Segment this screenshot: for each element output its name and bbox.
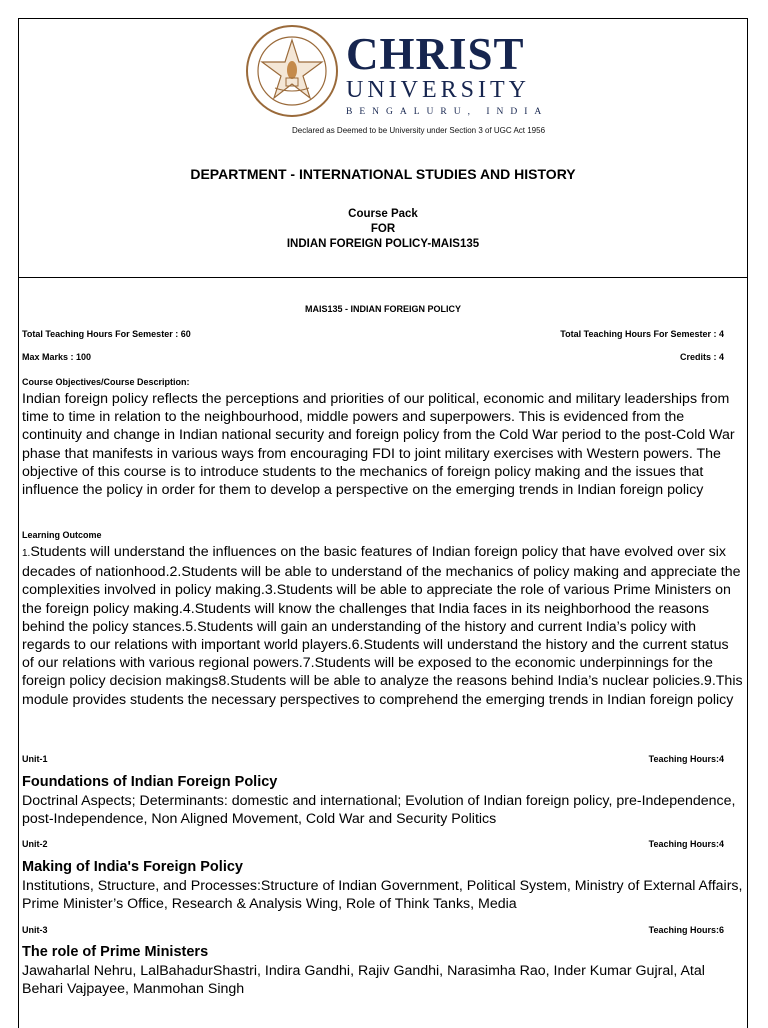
unit-teaching-hours: Teaching Hours:6 (648, 925, 724, 935)
course-pack-title: INDIAN FOREIGN POLICY-MAIS135 (286, 238, 480, 250)
unit-title: Making of India's Foreign Policy (22, 859, 243, 875)
brand-name: CHRIST (346, 29, 525, 79)
unit-label: Unit-3 (22, 925, 48, 935)
unit-title: The role of Prime Ministers (22, 944, 209, 960)
course-code-title: MAIS135 - INDIAN FOREIGN POLICY (304, 304, 462, 314)
max-marks: Max Marks : 100 (22, 352, 92, 362)
teaching-hours-left: Total Teaching Hours For Semester : 60 (22, 329, 191, 339)
unit-body: Jawaharlal Nehru, LalBahadurShastri, Indira Gandhi, Rajiv Gandhi, Narasimha Rao, Inder Kumar Gujral, Atal Behari Vajpayee, Manmohan Singh (22, 963, 705, 998)
unit-title: Foundations of Indian Foreign Policy (22, 774, 278, 790)
section-divider (18, 277, 748, 278)
unit-teaching-hours: Teaching Hours:4 (648, 754, 724, 764)
university-seal-icon (245, 24, 339, 118)
outcome-body: Students will understand the influences on the basic features of Indian foreign policy that have evolved over six decades of nationhood.2.Students will be able to understand of the mechanics of policy making and appreciate the complexities involved in policy making.3.Students will be able to appreciate the role of various Prime Ministers on the foreign policy making.4.Students will know the challenges that India faces in its neighborhood the reasons behind the policy stances.5.Students will gain an understanding of the history and current India’s policy with regards to our relations with important world players.6.Students will understand the history and the current status of our relations with various regional powers.7.Students will be exposed to the economic underpinnings for the foreign policy decision makings8.Students will be able to analyze the reasons behind India’s nuclear policies.9.This module provides students the necessary perspectives to comprehend the emerging trends in Indian foreign policy (22, 544, 743, 708)
course-pack-label: Course Pack (348, 208, 418, 220)
teaching-hours-right: Total Teaching Hours For Semester : 4 (560, 329, 724, 339)
credits: Credits : 4 (679, 352, 724, 362)
unit-body: Institutions, Structure, and Processes:Structure of Indian Government, Political System, Ministry of External Affairs, Prime Minister’s Office, Research & Analysis Wing, Role of Think Tanks, Media (22, 878, 743, 913)
objectives-text: Indian foreign policy reflects the perceptions and priorities of our political, economic and military leaderships from time to time in relation to the neighbourhood, middle powers and superpowers. This is evidenced from the continuity and change in Indian national security and foreign policy from the Cold War period to the post-Cold War phase that manifests in various ways from encouraging FDI to joint military exercises with Western powers. The objective of this course is to introduce students to the mechanics of foreign policy making and the issues that influence the policy in order for them to develop a perspective on the emerging trends in Indian foreign policy (22, 391, 735, 499)
unit-body: Doctrinal Aspects; Determinants: domestic and international; Evolution of Indian foreign policy, pre-Independence, post-Independence, Non Aligned Movement, Cold War and Security Politics (22, 793, 736, 828)
learning-outcome-label: Learning Outcome (22, 530, 102, 540)
unit-label: Unit-2 (22, 839, 48, 849)
brand-subtitle: UNIVERSITY (346, 77, 530, 103)
unit-teaching-hours: Teaching Hours:4 (648, 839, 724, 849)
department-heading: DEPARTMENT - INTERNATIONAL STUDIES AND HISTORY (190, 166, 576, 182)
objectives-label: Course Objectives/Course Description: (22, 377, 190, 387)
learning-outcome-text (22, 543, 744, 709)
deemed-university-note: Declared as Deemed to be University under Section 3 of UGC Act 1956 (292, 126, 546, 135)
unit-label: Unit-1 (22, 754, 48, 764)
for-label: FOR (370, 223, 396, 235)
outcome-number: 1. (22, 548, 31, 559)
brand-city: BENGALURU, INDIA (346, 107, 549, 117)
